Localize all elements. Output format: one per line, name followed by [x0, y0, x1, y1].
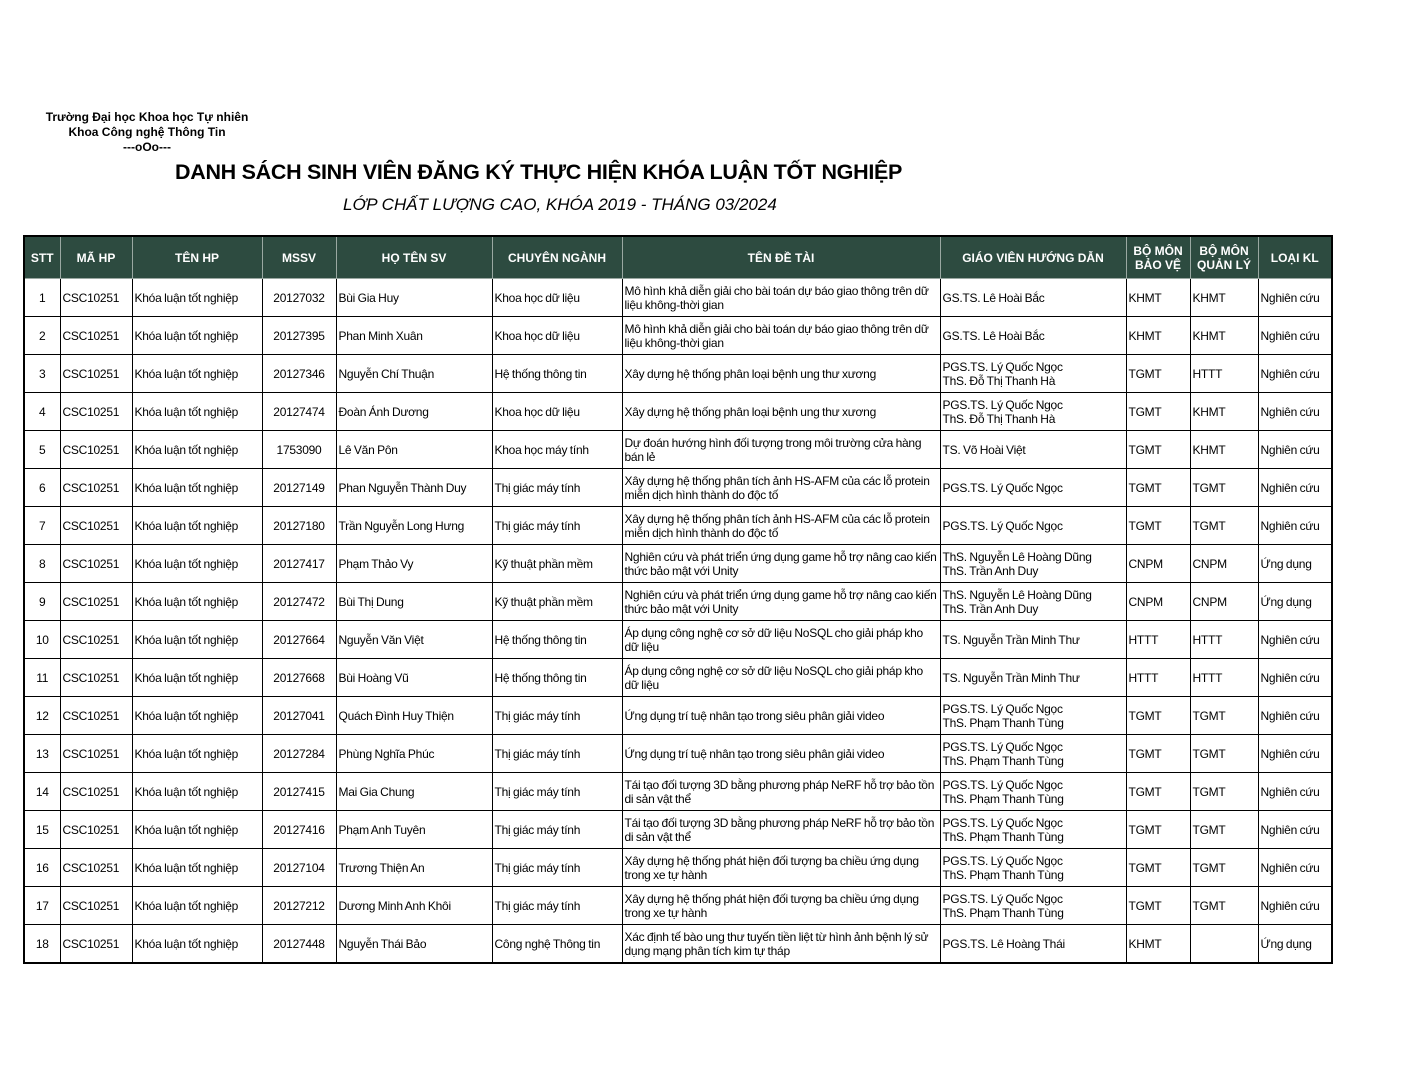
cell-gvhd	[940, 279, 1126, 317]
cell-ho-ten: Phan Nguyễn Thành Duy	[336, 469, 492, 507]
cell-bm-quan-ly	[1190, 925, 1258, 964]
cell-de-tai: Áp dụng công nghệ cơ sở dữ liệu NoSQL cho giải pháp kho dữ liệu	[622, 659, 940, 697]
cell-ho-ten: Phan Minh Xuân	[336, 317, 492, 355]
cell-bm-bao-ve: HTTT	[1126, 621, 1190, 659]
cell-ho-ten: Quách Đình Huy Thiện	[336, 697, 492, 735]
cell-gvhd	[940, 697, 1126, 735]
cell-bm-quan-ly: KHMT	[1190, 431, 1258, 469]
cell-de-tai: Xây dựng hệ thống phân tích ảnh HS-AFM của các lỗ protein miễn dịch hình thành do độc tố	[622, 469, 940, 507]
cell-ten-hp: Khóa luận tốt nghiệp	[132, 697, 262, 735]
cell-mssv: 20127041	[262, 697, 336, 735]
cell-bm-bao-ve: KHMT	[1126, 317, 1190, 355]
cell-gvhd	[940, 469, 1126, 507]
page-title: DANH SÁCH SINH VIÊN ĐĂNG KÝ THỰC HIỆN KHÓA LUẬN TỐT NGHIỆP	[175, 160, 903, 184]
column-header-ho-ten: HỌ TÊN SV	[336, 236, 492, 279]
cell-mssv: 20127417	[262, 545, 336, 583]
cell-ten-hp: Khóa luận tốt nghiệp	[132, 279, 262, 317]
cell-mssv: 20127284	[262, 735, 336, 773]
cell-bm-bao-ve: TGMT	[1126, 469, 1190, 507]
cell-ma-hp: CSC10251	[60, 279, 132, 317]
cell-chuyen-nganh: Hệ thống thông tin	[492, 659, 622, 697]
cell-stt: 14	[24, 773, 60, 811]
cell-bm-bao-ve: TGMT	[1126, 849, 1190, 887]
cell-stt: 9	[24, 583, 60, 621]
table-row	[24, 659, 1332, 697]
cell-ma-hp: CSC10251	[60, 849, 132, 887]
cell-ten-hp: Khóa luận tốt nghiệp	[132, 811, 262, 849]
cell-ma-hp: CSC10251	[60, 735, 132, 773]
cell-bm-bao-ve: KHMT	[1126, 279, 1190, 317]
cell-ma-hp: CSC10251	[60, 811, 132, 849]
cell-mssv: 20127664	[262, 621, 336, 659]
table-row	[24, 621, 1332, 659]
cell-stt: 8	[24, 545, 60, 583]
cell-bm-quan-ly: KHMT	[1190, 393, 1258, 431]
cell-mssv: 20127474	[262, 393, 336, 431]
cell-bm-quan-ly: TGMT	[1190, 735, 1258, 773]
cell-stt: 16	[24, 849, 60, 887]
column-header-chuyen-nganh: CHUYÊN NGÀNH	[492, 236, 622, 279]
cell-ten-hp: Khóa luận tốt nghiệp	[132, 925, 262, 964]
table-row	[24, 697, 1332, 735]
cell-de-tai: Áp dụng công nghệ cơ sở dữ liệu NoSQL cho giải pháp kho dữ liệu	[622, 621, 940, 659]
cell-ma-hp: CSC10251	[60, 773, 132, 811]
advisor-name: ThS. Trần Anh Duy	[942, 601, 1039, 616]
cell-loai-kl: Nghiên cứu	[1258, 887, 1332, 925]
cell-mssv: 20127212	[262, 887, 336, 925]
cell-bm-bao-ve: CNPM	[1126, 583, 1190, 621]
cell-de-tai: Xây dựng hệ thống phát hiện đối tượng ba chiều ứng dụng trong xe tự hành	[622, 887, 940, 925]
cell-ma-hp: CSC10251	[60, 507, 132, 545]
cell-stt: 6	[24, 469, 60, 507]
cell-bm-quan-ly: TGMT	[1190, 849, 1258, 887]
cell-loai-kl: Nghiên cứu	[1258, 279, 1332, 317]
cell-chuyen-nganh: Khoa học dữ liệu	[492, 279, 622, 317]
cell-de-tai: Xác định tế bào ung thư tuyến tiền liệt từ hình ảnh bệnh lý sử dụng mạng phân tích kim tự tháp	[622, 925, 940, 964]
cell-ho-ten: Trần Nguyễn Long Hưng	[336, 507, 492, 545]
table-row	[24, 773, 1332, 811]
advisor-name: PGS.TS. Lý Quốc Ngọc	[942, 359, 1063, 374]
cell-bm-quan-ly: TGMT	[1190, 811, 1258, 849]
cell-mssv: 20127416	[262, 811, 336, 849]
table-row	[24, 849, 1332, 887]
cell-chuyen-nganh: Thị giác máy tính	[492, 469, 622, 507]
cell-ten-hp: Khóa luận tốt nghiệp	[132, 469, 262, 507]
cell-de-tai: Tái tạo đối tượng 3D bằng phương pháp NeRF hỗ trợ bảo tồn di sản vật thể	[622, 811, 940, 849]
cell-ho-ten: Nguyễn Thái Bảo	[336, 925, 492, 964]
cell-ma-hp: CSC10251	[60, 393, 132, 431]
table-row	[24, 393, 1332, 431]
cell-de-tai: Xây dựng hệ thống phân tích ảnh HS-AFM của các lỗ protein miễn dịch hình thành do độc tố	[622, 507, 940, 545]
cell-gvhd	[940, 887, 1126, 925]
advisor-name: ThS. Đỗ Thị Thanh Hà	[942, 373, 1056, 388]
cell-bm-quan-ly: HTTT	[1190, 355, 1258, 393]
advisor-name: ThS. Trần Anh Duy	[942, 563, 1039, 578]
cell-ten-hp: Khóa luận tốt nghiệp	[132, 773, 262, 811]
cell-ho-ten: Phạm Thảo Vy	[336, 545, 492, 583]
advisor-name: ThS. Nguyễn Lê Hoàng Dũng	[942, 549, 1092, 564]
cell-chuyen-nganh: Khoa học dữ liệu	[492, 393, 622, 431]
table-body	[24, 279, 1332, 964]
cell-ma-hp: CSC10251	[60, 659, 132, 697]
advisor-name: PGS.TS. Lý Quốc Ngọc	[942, 891, 1063, 906]
cell-gvhd	[940, 773, 1126, 811]
advisor-name: PGS.TS. Lý Quốc Ngọc	[942, 853, 1063, 868]
cell-chuyen-nganh: Khoa học dữ liệu	[492, 317, 622, 355]
cell-ma-hp: CSC10251	[60, 431, 132, 469]
cell-loai-kl: Ứng dụng	[1258, 583, 1332, 621]
cell-ma-hp: CSC10251	[60, 697, 132, 735]
cell-chuyen-nganh: Kỹ thuật phần mềm	[492, 545, 622, 583]
cell-de-tai: Ứng dụng trí tuệ nhân tạo trong siêu phân giải video	[622, 735, 940, 773]
cell-stt: 11	[24, 659, 60, 697]
column-header-gvhd: GIÁO VIÊN HƯỚNG DẪN	[940, 236, 1126, 279]
table-header-row	[24, 236, 1332, 279]
cell-bm-quan-ly: KHMT	[1190, 279, 1258, 317]
cell-stt: 1	[24, 279, 60, 317]
cell-ten-hp: Khóa luận tốt nghiệp	[132, 507, 262, 545]
cell-stt: 15	[24, 811, 60, 849]
column-header-de-tai: TÊN ĐỀ TÀI	[622, 236, 940, 279]
cell-stt: 7	[24, 507, 60, 545]
cell-ma-hp: CSC10251	[60, 925, 132, 964]
cell-loai-kl: Nghiên cứu	[1258, 811, 1332, 849]
cell-stt: 10	[24, 621, 60, 659]
cell-bm-bao-ve: TGMT	[1126, 393, 1190, 431]
column-header-bm-bao-ve: BỘ MÔN BẢO VỆ	[1126, 236, 1190, 279]
advisor-name: PGS.TS. Lê Hoàng Thái	[942, 936, 1065, 951]
advisor-name: TS. Nguyễn Trần Minh Thư	[942, 670, 1080, 685]
cell-gvhd	[940, 317, 1126, 355]
cell-mssv: 20127415	[262, 773, 336, 811]
cell-ten-hp: Khóa luận tốt nghiệp	[132, 887, 262, 925]
cell-bm-quan-ly: HTTT	[1190, 659, 1258, 697]
table-row	[24, 431, 1332, 469]
cell-ho-ten: Đoàn Ánh Dương	[336, 393, 492, 431]
cell-ho-ten: Bùi Hoàng Vũ	[336, 659, 492, 697]
university-name: Trường Đại học Khoa học Tự nhiên	[45, 110, 249, 124]
cell-ten-hp: Khóa luận tốt nghiệp	[132, 621, 262, 659]
cell-ten-hp: Khóa luận tốt nghiệp	[132, 583, 262, 621]
cell-chuyen-nganh: Kỹ thuật phần mềm	[492, 583, 622, 621]
cell-loai-kl: Nghiên cứu	[1258, 393, 1332, 431]
cell-ma-hp: CSC10251	[60, 317, 132, 355]
thesis-registration-table	[23, 235, 1333, 964]
column-header-ten-hp: TÊN HP	[132, 236, 262, 279]
advisor-name: ThS. Phạm Thanh Tùng	[942, 829, 1064, 844]
advisor-name: PGS.TS. Lý Quốc Ngọc	[942, 397, 1063, 412]
cell-stt: 3	[24, 355, 60, 393]
faculty-name: Khoa Công nghệ Thông Tin	[68, 125, 226, 139]
cell-stt: 5	[24, 431, 60, 469]
table-row	[24, 811, 1332, 849]
advisor-name: ThS. Phạm Thanh Tùng	[942, 867, 1064, 882]
advisor-name: ThS. Phạm Thanh Tùng	[942, 753, 1064, 768]
cell-bm-bao-ve: KHMT	[1126, 925, 1190, 964]
column-header-ma-hp: MÃ HP	[60, 236, 132, 279]
cell-loai-kl: Nghiên cứu	[1258, 621, 1332, 659]
column-header-stt: STT	[24, 236, 60, 279]
cell-bm-quan-ly: TGMT	[1190, 469, 1258, 507]
cell-ho-ten: Mai Gia Chung	[336, 773, 492, 811]
cell-loai-kl: Nghiên cứu	[1258, 659, 1332, 697]
document-header	[22, 110, 272, 155]
cell-de-tai: Ứng dụng trí tuệ nhân tạo trong siêu phân giải video	[622, 697, 940, 735]
cell-stt: 4	[24, 393, 60, 431]
advisor-name: TS. Võ Hoài Việt	[942, 442, 1026, 457]
cell-mssv: 20127472	[262, 583, 336, 621]
cell-mssv: 20127180	[262, 507, 336, 545]
cell-ma-hp: CSC10251	[60, 887, 132, 925]
cell-bm-bao-ve: TGMT	[1126, 507, 1190, 545]
table-row	[24, 355, 1332, 393]
cell-mssv: 20127032	[262, 279, 336, 317]
cell-loai-kl: Nghiên cứu	[1258, 697, 1332, 735]
header-divider: ---oOo---	[123, 140, 171, 154]
cell-ten-hp: Khóa luận tốt nghiệp	[132, 659, 262, 697]
cell-bm-quan-ly: TGMT	[1190, 887, 1258, 925]
cell-bm-quan-ly: KHMT	[1190, 317, 1258, 355]
cell-bm-quan-ly: CNPM	[1190, 545, 1258, 583]
cell-chuyen-nganh: Thị giác máy tính	[492, 697, 622, 735]
cell-bm-quan-ly: TGMT	[1190, 697, 1258, 735]
cell-gvhd	[940, 393, 1126, 431]
cell-chuyen-nganh: Thị giác máy tính	[492, 507, 622, 545]
cell-de-tai: Xây dựng hệ thống phân loại bệnh ung thư xương	[622, 355, 940, 393]
cell-loai-kl: Nghiên cứu	[1258, 849, 1332, 887]
cell-chuyen-nganh: Khoa học máy tính	[492, 431, 622, 469]
cell-de-tai: Nghiên cứu và phát triển ứng dụng game hỗ trợ nâng cao kiến thức bảo mật với Unity	[622, 545, 940, 583]
cell-stt: 12	[24, 697, 60, 735]
cell-loai-kl: Nghiên cứu	[1258, 469, 1332, 507]
cell-chuyen-nganh: Thị giác máy tính	[492, 849, 622, 887]
cell-loai-kl: Nghiên cứu	[1258, 735, 1332, 773]
cell-mssv: 1753090	[262, 431, 336, 469]
cell-mssv: 20127668	[262, 659, 336, 697]
cell-bm-quan-ly: TGMT	[1190, 507, 1258, 545]
table-row	[24, 469, 1332, 507]
table-row	[24, 925, 1332, 964]
advisor-name: TS. Nguyễn Trần Minh Thư	[942, 632, 1080, 647]
advisor-name: ThS. Phạm Thanh Tùng	[942, 791, 1064, 806]
cell-gvhd	[940, 507, 1126, 545]
cell-ma-hp: CSC10251	[60, 583, 132, 621]
cell-mssv: 20127448	[262, 925, 336, 964]
cell-ten-hp: Khóa luận tốt nghiệp	[132, 849, 262, 887]
cell-bm-bao-ve: TGMT	[1126, 773, 1190, 811]
cell-bm-bao-ve: TGMT	[1126, 811, 1190, 849]
cell-ho-ten: Bùi Thị Dung	[336, 583, 492, 621]
advisor-name: ThS. Phạm Thanh Tùng	[942, 905, 1064, 920]
cell-mssv: 20127104	[262, 849, 336, 887]
cell-chuyen-nganh: Hệ thống thông tin	[492, 355, 622, 393]
table-row	[24, 545, 1332, 583]
cell-gvhd	[940, 355, 1126, 393]
cell-bm-bao-ve: HTTT	[1126, 659, 1190, 697]
cell-gvhd	[940, 659, 1126, 697]
cell-mssv: 20127346	[262, 355, 336, 393]
cell-loai-kl: Nghiên cứu	[1258, 317, 1332, 355]
cell-de-tai: Mô hình khả diễn giải cho bài toán dự báo giao thông trên dữ liệu không-thời gian	[622, 317, 940, 355]
cell-ten-hp: Khóa luận tốt nghiệp	[132, 431, 262, 469]
advisor-name: PGS.TS. Lý Quốc Ngọc	[942, 815, 1063, 830]
cell-bm-quan-ly: HTTT	[1190, 621, 1258, 659]
cell-loai-kl: Ứng dụng	[1258, 545, 1332, 583]
table-row	[24, 583, 1332, 621]
table-row	[24, 279, 1332, 317]
cell-ho-ten: Nguyễn Chí Thuận	[336, 355, 492, 393]
advisor-name: ThS. Phạm Thanh Tùng	[942, 715, 1064, 730]
cell-chuyen-nganh: Thị giác máy tính	[492, 735, 622, 773]
column-header-mssv: MSSV	[262, 236, 336, 279]
cell-stt: 17	[24, 887, 60, 925]
cell-stt: 18	[24, 925, 60, 964]
cell-bm-bao-ve: TGMT	[1126, 355, 1190, 393]
cell-gvhd	[940, 545, 1126, 583]
cell-chuyen-nganh: Thị giác máy tính	[492, 811, 622, 849]
table-row	[24, 317, 1332, 355]
cell-ho-ten: Nguyễn Văn Việt	[336, 621, 492, 659]
cell-loai-kl: Nghiên cứu	[1258, 507, 1332, 545]
cell-loai-kl: Nghiên cứu	[1258, 431, 1332, 469]
column-header-loai-kl: LOẠI KL	[1258, 236, 1332, 279]
cell-stt: 13	[24, 735, 60, 773]
cell-de-tai: Dự đoán hướng hình đối tượng trong môi trường cửa hàng bán lẻ	[622, 431, 940, 469]
cell-ma-hp: CSC10251	[60, 355, 132, 393]
cell-gvhd	[940, 925, 1126, 964]
cell-ho-ten: Lê Văn Pôn	[336, 431, 492, 469]
table-row	[24, 507, 1332, 545]
cell-de-tai: Tái tạo đối tượng 3D bằng phương pháp NeRF hỗ trợ bảo tồn di sản vật thể	[622, 773, 940, 811]
cell-ten-hp: Khóa luận tốt nghiệp	[132, 735, 262, 773]
cell-loai-kl: Nghiên cứu	[1258, 355, 1332, 393]
cell-bm-quan-ly: CNPM	[1190, 583, 1258, 621]
advisor-name: PGS.TS. Lý Quốc Ngọc	[942, 518, 1063, 533]
advisor-name: ThS. Đỗ Thị Thanh Hà	[942, 411, 1056, 426]
cell-de-tai: Xây dựng hệ thống phát hiện đối tượng ba chiều ứng dụng trong xe tự hành	[622, 849, 940, 887]
cell-ho-ten: Dương Minh Anh Khôi	[336, 887, 492, 925]
cell-gvhd	[940, 735, 1126, 773]
cell-ten-hp: Khóa luận tốt nghiệp	[132, 355, 262, 393]
cell-ten-hp: Khóa luận tốt nghiệp	[132, 545, 262, 583]
cell-ho-ten: Phùng Nghĩa Phúc	[336, 735, 492, 773]
page-subtitle: LỚP CHẤT LƯỢNG CAO, KHÓA 2019 - THÁNG 03/2024	[343, 195, 777, 214]
cell-bm-quan-ly: TGMT	[1190, 773, 1258, 811]
cell-ten-hp: Khóa luận tốt nghiệp	[132, 393, 262, 431]
cell-ho-ten: Trương Thiện An	[336, 849, 492, 887]
cell-ho-ten: Phạm Anh Tuyên	[336, 811, 492, 849]
cell-mssv: 20127395	[262, 317, 336, 355]
cell-gvhd	[940, 583, 1126, 621]
cell-loai-kl: Ứng dụng	[1258, 925, 1332, 964]
cell-bm-bao-ve: TGMT	[1126, 431, 1190, 469]
cell-bm-bao-ve: CNPM	[1126, 545, 1190, 583]
cell-ho-ten: Bùi Gia Huy	[336, 279, 492, 317]
cell-bm-bao-ve: TGMT	[1126, 697, 1190, 735]
advisor-name: GS.TS. Lê Hoài Bắc	[942, 328, 1045, 343]
cell-de-tai: Mô hình khả diễn giải cho bài toán dự báo giao thông trên dữ liệu không-thời gian	[622, 279, 940, 317]
cell-de-tai: Nghiên cứu và phát triển ứng dụng game hỗ trợ nâng cao kiến thức bảo mật với Unity	[622, 583, 940, 621]
column-header-bm-quan-ly: BỘ MÔN QUẢN LÝ	[1190, 236, 1258, 279]
cell-gvhd	[940, 431, 1126, 469]
cell-ma-hp: CSC10251	[60, 621, 132, 659]
cell-chuyen-nganh: Hệ thống thông tin	[492, 621, 622, 659]
cell-ten-hp: Khóa luận tốt nghiệp	[132, 317, 262, 355]
cell-gvhd	[940, 621, 1126, 659]
advisor-name: ThS. Nguyễn Lê Hoàng Dũng	[942, 587, 1092, 602]
advisor-name: PGS.TS. Lý Quốc Ngọc	[942, 739, 1063, 754]
table-row	[24, 887, 1332, 925]
cell-bm-bao-ve: TGMT	[1126, 735, 1190, 773]
cell-chuyen-nganh: Thị giác máy tính	[492, 887, 622, 925]
cell-bm-bao-ve: TGMT	[1126, 887, 1190, 925]
cell-chuyen-nganh: Thị giác máy tính	[492, 773, 622, 811]
cell-ma-hp: CSC10251	[60, 469, 132, 507]
cell-gvhd	[940, 811, 1126, 849]
cell-chuyen-nganh: Công nghệ Thông tin	[492, 925, 622, 964]
cell-gvhd	[940, 849, 1126, 887]
advisor-name: PGS.TS. Lý Quốc Ngọc	[942, 701, 1063, 716]
cell-loai-kl: Nghiên cứu	[1258, 773, 1332, 811]
advisor-name: PGS.TS. Lý Quốc Ngọc	[942, 480, 1063, 495]
table-row	[24, 735, 1332, 773]
advisor-name: GS.TS. Lê Hoài Bắc	[942, 290, 1045, 305]
advisor-name: PGS.TS. Lý Quốc Ngọc	[942, 777, 1063, 792]
cell-stt: 2	[24, 317, 60, 355]
cell-mssv: 20127149	[262, 469, 336, 507]
cell-ma-hp: CSC10251	[60, 545, 132, 583]
cell-de-tai: Xây dựng hệ thống phân loại bệnh ung thư xương	[622, 393, 940, 431]
